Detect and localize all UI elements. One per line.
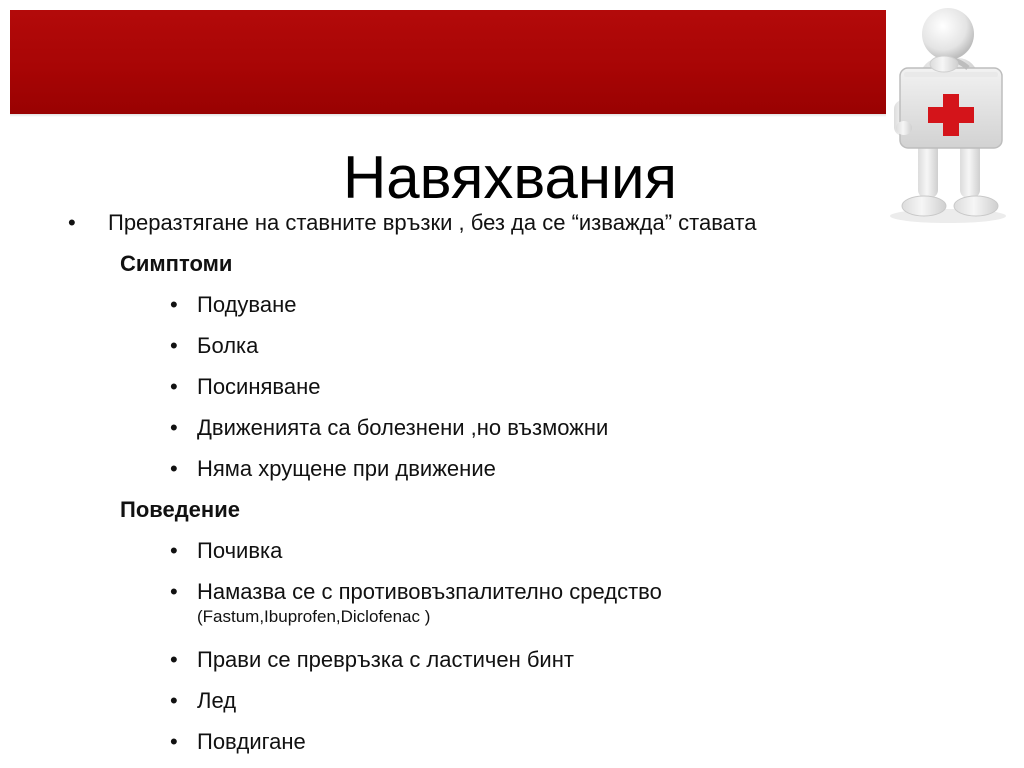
behavior-text: Почивка [197,538,283,563]
bullet-dot: • [170,647,178,672]
bullet-dot: • [170,456,178,481]
bullet-dot: • [68,210,76,235]
slide-title: Навяхвания [342,144,678,211]
bullet-dot: • [170,579,178,604]
bullet-dot: • [170,688,178,713]
intro-text: Преразтягане на ставните връзки , без да се “изважда” ставата [108,210,757,235]
symptom-text: Движенията са болезнени ,но възможни [197,415,609,440]
bullet-dot: • [170,292,178,317]
bullet-dot: • [170,729,178,754]
bullet-dot: • [170,538,178,563]
bullet-dot: • [170,333,178,358]
bullet-dot: • [170,415,178,440]
bullet-dot: • [170,374,178,399]
first-aid-figure-icon [880,0,1020,230]
behavior-text: Прави се превръзка с ластичен бинт [197,647,574,672]
banner-shadow [10,114,886,117]
symptom-text: Посиняване [197,374,321,399]
symptom-text: Подуване [197,292,297,317]
symptom-text: Няма хрущене при движение [197,456,496,481]
symptoms-heading: Симптоми [120,251,233,276]
behavior-text: Намазва се с противовъзпалително средство [197,579,662,604]
behavior-text: Лед [197,688,237,713]
title-banner [10,10,886,114]
behavior-text: Повдигане [197,729,306,754]
behavior-heading: Поведение [120,497,240,522]
medication-note: (Fastum,Ibuprofen,Diclofenac ) [197,607,431,626]
symptom-text: Болка [197,333,259,358]
